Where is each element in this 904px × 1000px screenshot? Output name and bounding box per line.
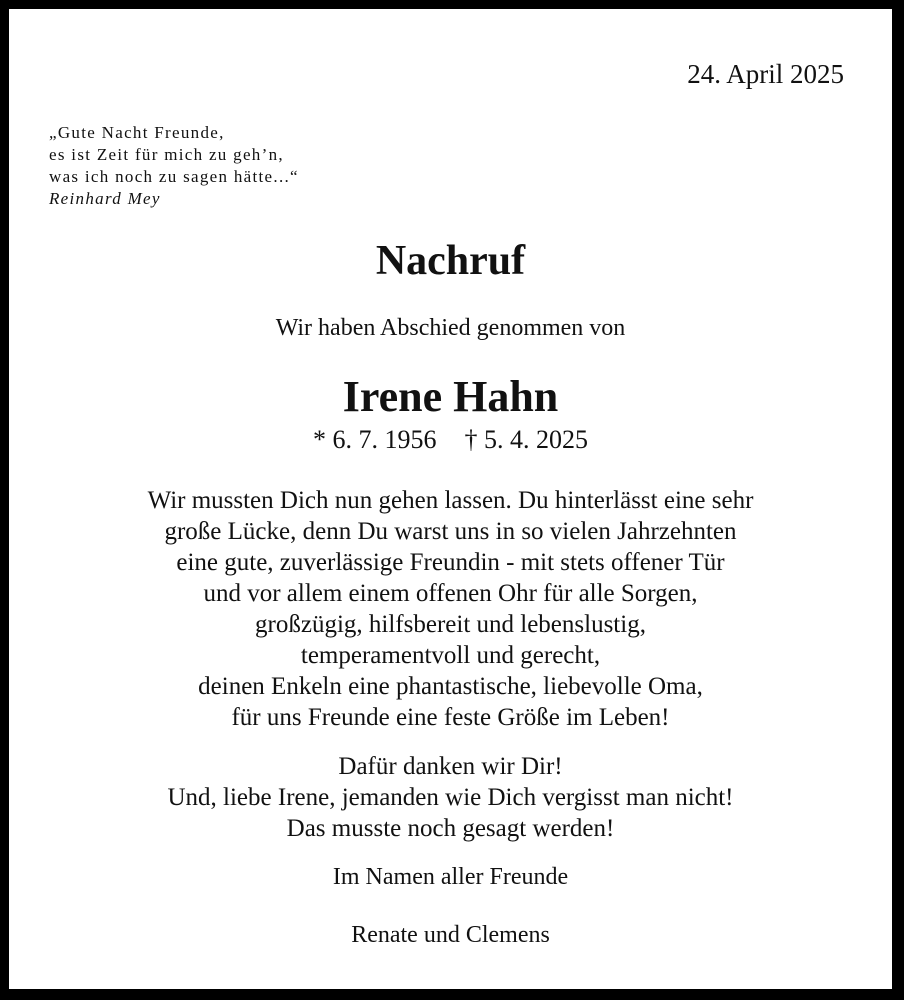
publication-date: 24. April 2025: [687, 59, 844, 89]
life-dates: [9, 425, 892, 455]
notice-title: Nachruf: [375, 238, 526, 284]
thanks-text: [9, 751, 892, 844]
tribute-line: großzügig, hilfsbereit und lebenslustig,: [255, 611, 646, 638]
thanks-line: Dafür danken wir Dir!: [338, 753, 563, 780]
thanks-line: Und, liebe Irene, jemanden wie Dich vergisst man nicht!: [167, 784, 734, 811]
death-date: † 5. 4. 2025: [464, 425, 588, 454]
tribute-text: [9, 485, 892, 733]
quote-line: „Gute Nacht Freunde,: [49, 123, 225, 142]
quote-author: Reinhard Mey: [49, 189, 161, 208]
tribute-line: temperamentvoll und gerecht,: [300, 642, 601, 669]
deceased-name: Irene Hahn: [342, 372, 559, 421]
quote-line: es ist Zeit für mich zu geh’n,: [49, 145, 284, 164]
tribute-line: deinen Enkeln eine phantastische, liebevolle Oma,: [198, 673, 703, 700]
quote-line: was ich noch zu sagen hätte...“: [49, 167, 299, 186]
tribute-line: und vor allem einem offenen Ohr für alle Sorgen,: [203, 580, 698, 607]
birth-date: * 6. 7. 1956: [313, 425, 437, 454]
thanks-line: Das musste noch gesagt werden!: [286, 815, 615, 842]
tribute-line: für uns Freunde eine feste Größe im Leben!: [231, 704, 670, 731]
intro-text: Wir haben Abschied genommen von: [275, 315, 626, 341]
obituary-notice: [9, 9, 892, 989]
tribute-line: große Lücke, denn Du warst uns in so vielen Jahrzehnten: [164, 518, 737, 545]
tribute-line: Wir mussten Dich nun gehen lassen. Du hinterlässt eine sehr: [147, 487, 754, 514]
on-behalf-text: Im Namen aller Freunde: [332, 864, 569, 890]
tribute-line: eine gute, zuverlässige Freundin - mit stets offener Tür: [176, 549, 725, 576]
signature: Renate und Clemens: [351, 922, 550, 948]
epigraph-quote: [49, 122, 299, 210]
